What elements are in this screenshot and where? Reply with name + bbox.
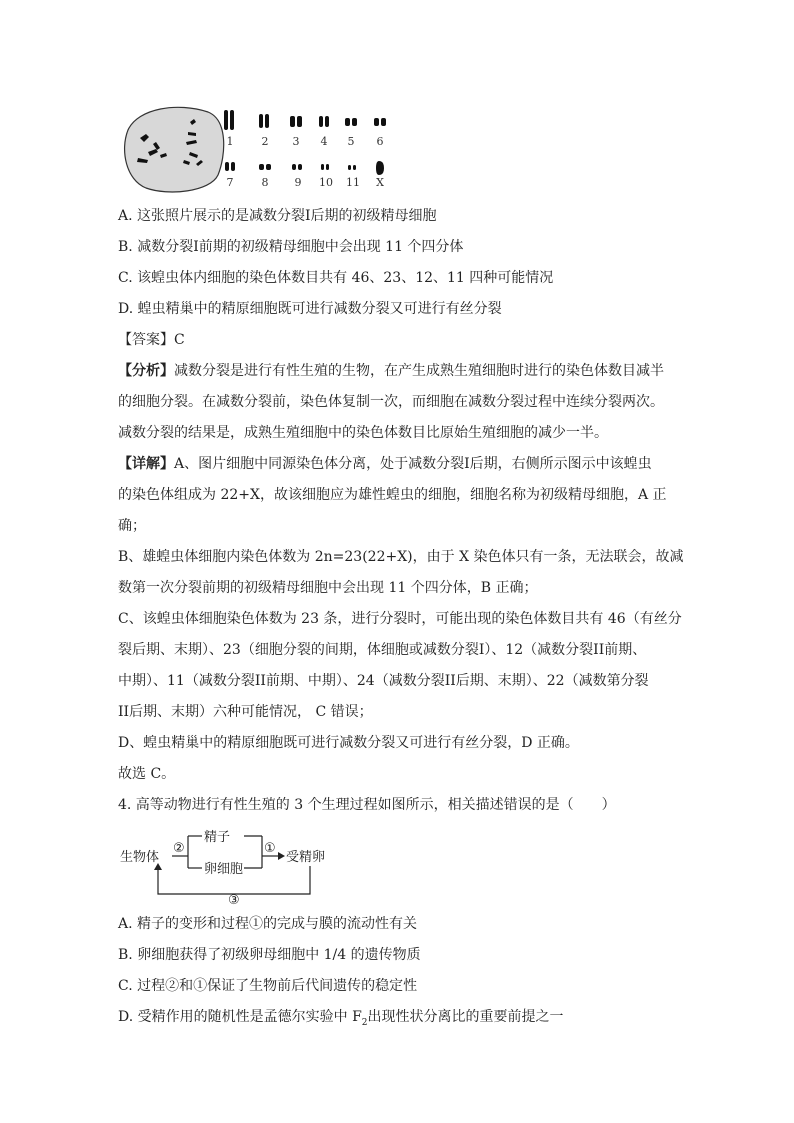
analysis-line: 减数分裂的结果是，成熟生殖细胞中的染色体数目比原始生殖细胞的减少一半。 [118, 425, 608, 441]
karyotype-label: 7 [226, 176, 234, 189]
karyotype-label: 5 [347, 135, 355, 148]
q4-option-d [118, 1007, 564, 1033]
analysis-label: 【分析】 [118, 363, 174, 379]
karyotype-label: 2 [261, 135, 269, 148]
cell-photo-icon [125, 107, 224, 192]
detail-line: 确； [118, 518, 146, 534]
detail-line: C、该蝗虫体细胞染色体数为 23 条，进行分裂时，可能出现的染色体数目共有 46（有丝分 [118, 611, 682, 627]
karyotype-label: 6 [376, 135, 384, 148]
karyotype-label: 10 [319, 176, 333, 189]
analysis-text: 减数分裂是进行有性生殖的生物，在产生成熟生殖细胞时进行的染色体数目减半 [174, 363, 664, 379]
karyotype-row-2-icon [225, 161, 384, 175]
detail-line: 的染色体组成为 22+X，故该细胞应为雄性蝗虫的细胞，细胞名称为初级精母细胞，A 正 [118, 487, 667, 503]
q4-option-c: C. 过程②和①保证了生物前后代间遗传的稳定性 [118, 978, 418, 994]
karyotype-row-1-icon [224, 110, 386, 130]
q4-option-a: A. 精子的变形和过程①的完成与膜的流动性有关 [118, 916, 418, 932]
detail-line: 数第一次分裂前期的初级精母细胞中会出现 11 个四分体，B 正确； [118, 580, 538, 596]
flow-step-2: ② [173, 841, 185, 856]
arrow-head-icon [278, 852, 285, 860]
flow-organism: 生物体 [120, 850, 160, 865]
flow-step-3: ③ [228, 893, 240, 906]
karyotype-label: 9 [294, 176, 302, 189]
detail-line: 中期）、11（减数分裂ⅠⅠ前期、中期）、24（减数分裂ⅠⅠ后期、末期）、22（减数第分裂 [118, 673, 649, 689]
answer: 【答案】C [118, 332, 185, 348]
flow-egg: 卵细胞 [204, 862, 244, 877]
detail-text: A、图片细胞中同源染色体分离，处于减数分裂Ⅰ后期，右侧所示图示中该蝗虫 [174, 456, 652, 472]
detail-line: 故选 C。 [118, 766, 176, 782]
q4-option-d-subscript: 2 [361, 1017, 368, 1028]
option-b: B. 减数分裂Ⅰ前期的初级精母细胞中会出现 11 个四分体 [118, 239, 464, 255]
option-c: C. 该蝗虫体内细胞的染色体数目共有 46、23、12、11 四种可能情况 [118, 270, 554, 286]
option-a: A. 这张照片展示的是减数分裂Ⅰ后期的初级精母细胞 [118, 208, 437, 224]
option-d: D. 蝗虫精巢中的精原细胞既可进行减数分裂又可进行有丝分裂 [118, 301, 502, 317]
karyotype-label: 11 [346, 176, 360, 189]
detail-line: 裂后期、末期）、23（细胞分裂的间期，体细胞或减数分裂Ⅰ）、12（减数分裂ⅠⅠ前期、 [118, 642, 647, 658]
karyotype-label: 1 [226, 135, 234, 148]
detail-line: D、蝗虫精巢中的精原细胞既可进行减数分裂又可进行有丝分裂，D 正确。 [118, 735, 579, 751]
q4-option-d-text-end: 出现性状分离比的重要前提之一 [367, 1009, 564, 1025]
karyotype-label: 8 [261, 176, 269, 189]
flow-step-1: ① [264, 841, 276, 856]
question-4: 4. 高等动物进行有性生殖的 3 个生理过程如图所示，相关描述错误的是（ ） [118, 797, 616, 813]
q4-option-b: B. 卵细胞获得了初级卵母细胞中 1/4 的遗传物质 [118, 947, 421, 963]
reproduction-flow-diagram [118, 826, 368, 906]
karyotype-label: 3 [292, 135, 300, 148]
detail-line: B、雄蝗虫体细胞内染色体数为 2n=23(22+X)，由于 X 染色体只有一条，无法联会，故减 [118, 549, 684, 565]
analysis-line [118, 361, 664, 381]
detail-line [118, 454, 652, 474]
detail-label: 【详解】 [118, 456, 174, 472]
detail-line: ⅠⅠ后期、末期）六种可能情况， C 错误； [118, 704, 373, 720]
karyotype-label: 4 [320, 135, 328, 148]
q4-option-d-text: D. 受精作用的随机性是孟德尔实验中 F [118, 1009, 362, 1025]
karyotype-label: X [376, 176, 384, 189]
flow-zygote: 受精卵 [286, 850, 326, 865]
chromosome-figure [118, 100, 408, 200]
analysis-line: 的细胞分裂。在减数分裂前，染色体复制一次，而细胞在减数分裂过程中连续分裂两次。 [118, 394, 664, 410]
flow-sperm: 精子 [204, 830, 231, 845]
